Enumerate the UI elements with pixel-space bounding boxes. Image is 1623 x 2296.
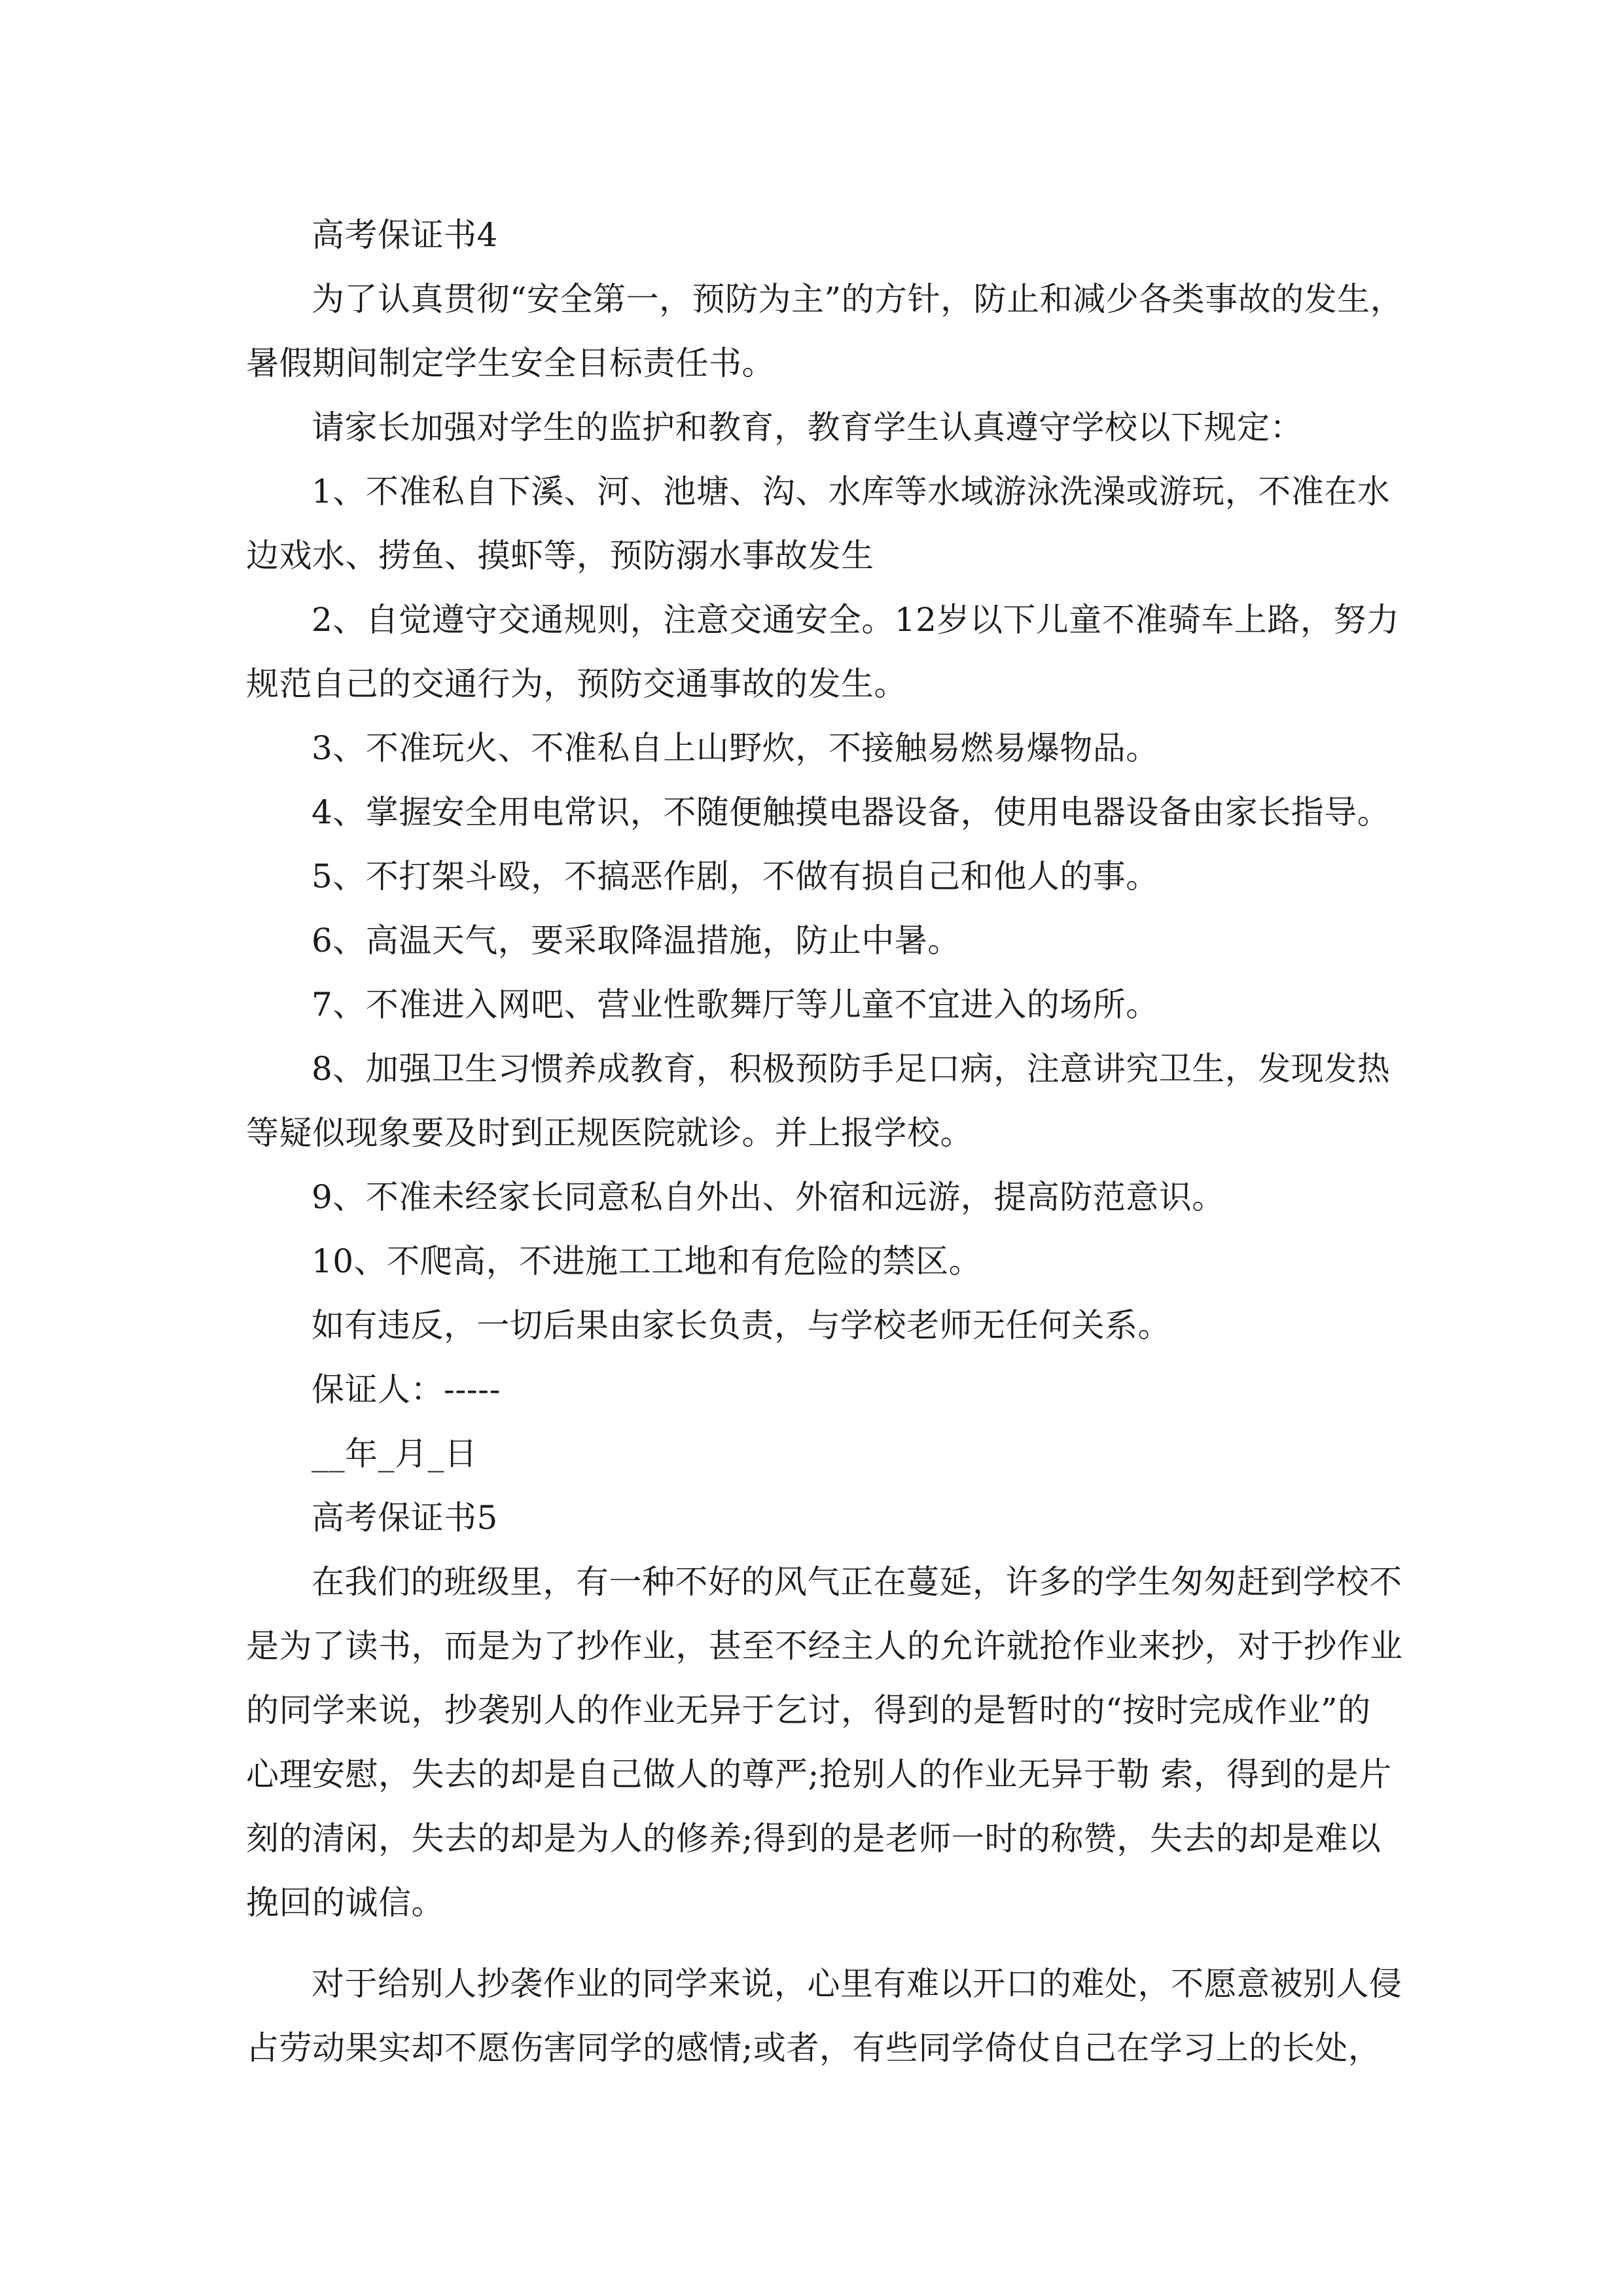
document-line: 3、不准玩火、不准私自上山野炊，不接触易燃易爆物品。	[312, 729, 1159, 767]
paragraph-gap	[246, 1935, 1378, 1952]
document-line: 对于给别人抄袭作业的同学来说，心里有难以开口的难处，不愿意被别人侵	[312, 1965, 1402, 2003]
document-line: 如有违反，一切后果由家长负责，与学校老师无任何关系。	[312, 1306, 1171, 1344]
document-line: 6、高温天气，要采取降温措施，防止中暑。	[312, 922, 961, 960]
document-line: 是为了读书，而是为了抄作业，甚至不经主人的允许就抢作业来抄，对于抄作业	[246, 1627, 1403, 1665]
document-line: 保证人：-----	[312, 1371, 501, 1408]
document-line: 10、不爬高，不进施工工地和有危险的禁区。	[312, 1242, 982, 1280]
document-line: 等疑似现象要及时到正规医院就诊。并上报学校。	[246, 1114, 973, 1152]
document-line: 5、不打架斗殴，不搞恶作剧，不做有损自己和他人的事。	[312, 857, 1159, 895]
document-line: 1、不准私自下溪、河、池塘、沟、水库等水域游泳洗澡或游玩，不准在水	[312, 473, 1391, 511]
document-line: 的同学来说，抄袭别人的作业无异于乞讨，得到的是暂时的“按时完成作业”的	[246, 1691, 1371, 1729]
document-page	[246, 203, 1404, 2080]
document-line: 高考保证书4	[312, 216, 498, 254]
document-line: 边戏水、捞鱼、摸虾等，预防溺水事故发生	[246, 537, 874, 575]
document-line: 占劳动果实却不愿伤害同学的感情;或者，有些同学倚仗自己在学习上的长处，	[246, 2029, 1382, 2067]
document-line: 请家长加强对学生的监护和教育，教育学生认真遵守学校以下规定：	[312, 408, 1303, 446]
document-line: 在我们的班级里，有一种不好的风气正在蔓延，许多的学生匆匆赶到学校不	[312, 1563, 1402, 1601]
document-line: 暑假期间制定学生安全目标责任书。	[246, 344, 775, 382]
document-line: 规范自己的交通行为，预防交通事故的发生。	[246, 665, 907, 703]
document-line: 心理安慰，失去的却是自己做人的尊严;抢别人的作业无异于勒 索，得到的是片	[246, 1755, 1392, 1793]
document-line: 挽回的诚信。	[246, 1884, 444, 1922]
document-line: 2、自觉遵守交通规则，注意交通安全。12岁以下儿童不准骑车上路，努力	[312, 601, 1400, 639]
document-line: 7、不准进入网吧、营业性歌舞厅等儿童不宜进入的场所。	[312, 986, 1159, 1024]
document-line: 9、不准未经家长同意私自外出、外宿和远游，提高防范意识。	[312, 1178, 1225, 1216]
document-line: 8、加强卫生习惯养成教育，积极预防手足口病，注意讲究卫生，发现发热	[312, 1050, 1391, 1088]
document-line: 高考保证书5	[312, 1499, 498, 1537]
document-line: 刻的清闲，失去的却是为人的修养;得到的是老师一时的称赞，失去的却是难以	[246, 1820, 1382, 1857]
document-line: 4、掌握安全用电常识，不随便触摸电器设备，使用电器设备由家长指导。	[312, 793, 1391, 831]
document-line: 为了认真贯彻“安全第一，预防为主”的方针，防止和减少各类事故的发生，	[312, 280, 1404, 318]
document-line: __年_月_日	[312, 1435, 478, 1473]
